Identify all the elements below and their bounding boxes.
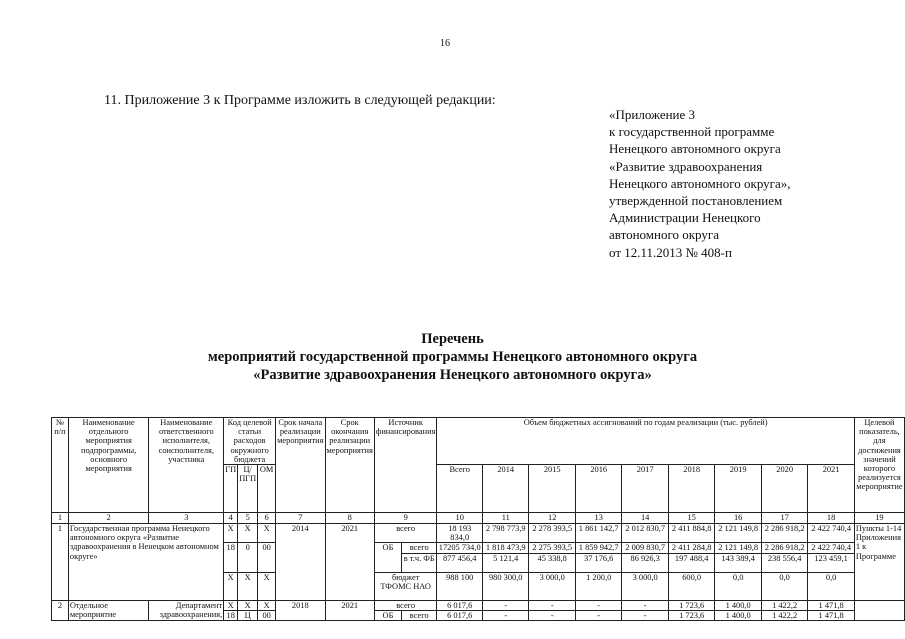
appendix-header — [609, 106, 791, 261]
title-line: мероприятий государственной программы Ненецкого автономного округа — [207, 349, 698, 365]
code-cp: Ц — [238, 610, 258, 620]
measures-table — [51, 417, 905, 621]
budget-value: 1 200,0 — [575, 572, 621, 600]
column-number: 15 — [668, 513, 714, 524]
budget-value: 877 456,4 — [437, 553, 483, 572]
budget-value: - — [575, 600, 621, 610]
appendix-line: Ненецкого автономного округа», — [609, 175, 791, 191]
column-number: 6 — [258, 513, 276, 524]
column-number: 16 — [715, 513, 761, 524]
funding-subsource: всего — [402, 543, 437, 553]
budget-value: - — [529, 610, 575, 620]
budget-value: - — [529, 600, 575, 610]
code-gp: 18 — [224, 543, 238, 572]
budget-value: 2 278 393,5 — [529, 524, 575, 543]
column-number: 13 — [575, 513, 621, 524]
header-budget: Объем бюджетных ассигнований по годам реализации (тыс. рублей) — [437, 418, 854, 465]
document-title — [0, 330, 905, 384]
header-code-gp: ГП — [224, 465, 238, 513]
budget-value: 1 861 142,7 — [575, 524, 621, 543]
title-line: «Развитие здравоохранения Ненецкого автономного округа» — [253, 367, 652, 383]
page-number: 16 — [440, 38, 450, 49]
column-number: 5 — [238, 513, 258, 524]
budget-value: 0,0 — [715, 572, 761, 600]
budget-value: 86 926,3 — [622, 553, 668, 572]
code-cp: Х — [238, 600, 258, 610]
header-code-cp: Ц/ПГП — [238, 465, 258, 513]
column-number: 12 — [529, 513, 575, 524]
budget-value: 2 121 149,8 — [715, 524, 761, 543]
end-year: 2021 — [325, 524, 374, 601]
budget-value: - — [622, 610, 668, 620]
table-row — [52, 524, 905, 543]
funding-source: всего — [374, 524, 437, 543]
measure-name: Государственная программа Ненецкого автономного округа «Развитие здравоохранения в Ненецком автономном округе» — [68, 524, 223, 601]
budget-value: 1 818 473,9 — [482, 543, 528, 553]
budget-value: 2 121 149,8 — [715, 543, 761, 553]
budget-value: 0,0 — [808, 572, 854, 600]
budget-value: 1 422,2 — [761, 610, 807, 620]
budget-value: 6 017,6 — [437, 600, 483, 610]
column-number: 1 — [52, 513, 69, 524]
appendix-line: Администрации Ненецкого — [609, 210, 761, 226]
header-year: 2018 — [668, 465, 714, 513]
appendix-line: Ненецкого автономного округа — [609, 141, 781, 157]
budget-value: - — [575, 610, 621, 620]
executor-name: Департамент здравоохранения, — [149, 600, 224, 620]
header-code-om: ОМ — [258, 465, 276, 513]
code-cp: Х — [238, 524, 258, 543]
column-number: 8 — [325, 513, 374, 524]
header-year: 2016 — [575, 465, 621, 513]
budget-value: 2 012 830,7 — [622, 524, 668, 543]
budget-value: 5 121,4 — [482, 553, 528, 572]
funding-source-ob: ОБ — [374, 610, 401, 620]
budget-value: 980 300,0 — [482, 572, 528, 600]
budget-value: 1 471,8 — [808, 610, 854, 620]
budget-value: - — [622, 600, 668, 610]
budget-value: 1 471,8 — [808, 600, 854, 610]
header-year: 2017 — [622, 465, 668, 513]
column-number: 17 — [761, 513, 807, 524]
header-year: 2020 — [761, 465, 807, 513]
funding-source: всего — [374, 600, 437, 610]
code-gp: Х — [224, 572, 238, 600]
budget-value: 1 859 942,7 — [575, 543, 621, 553]
column-number: 4 — [224, 513, 238, 524]
budget-value: 988 100 — [437, 572, 483, 600]
budget-value: 2 411 284,8 — [668, 543, 714, 553]
budget-value: 45 338,8 — [529, 553, 575, 572]
budget-value: 6 017,6 — [437, 610, 483, 620]
code-cp: Х — [238, 572, 258, 600]
start-year: 2014 — [276, 524, 325, 601]
header-year: 2021 — [808, 465, 854, 513]
header-start: Срок начала реализации мероприятия — [276, 418, 325, 513]
budget-value: 2 286 918,2 — [761, 543, 807, 553]
column-number: 2 — [68, 513, 149, 524]
header-end: Срок окончания реализации мероприятия — [325, 418, 374, 513]
column-number: 7 — [276, 513, 325, 524]
end-year: 2021 — [325, 600, 374, 620]
budget-value: 600,0 — [668, 572, 714, 600]
budget-value: - — [482, 600, 528, 610]
target-indicator: Пункты 1-14 Приложения 1 к Программе — [854, 524, 904, 601]
start-year: 2018 — [276, 600, 325, 620]
row-number: 1 — [52, 524, 69, 601]
appendix-line: утвержденной постановлением — [609, 193, 783, 209]
appendix-line: к государственной программе — [609, 124, 775, 140]
budget-value: 1 723,6 — [668, 610, 714, 620]
column-number: 9 — [374, 513, 437, 524]
budget-value: 2 275 393,5 — [529, 543, 575, 553]
header-total: Всего — [437, 465, 483, 513]
code-cp: 0 — [238, 543, 258, 572]
code-om: Х — [258, 600, 276, 610]
code-om: 00 — [258, 543, 276, 572]
code-gp: Х — [224, 600, 238, 610]
header-year: 2019 — [715, 465, 761, 513]
column-number: 3 — [149, 513, 224, 524]
appendix-line: «Развитие здравоохранения — [609, 158, 763, 174]
code-gp: 18 — [224, 610, 238, 620]
budget-value: 123 459,1 — [808, 553, 854, 572]
title-line: Перечень — [421, 331, 484, 347]
table-header-row — [52, 418, 905, 465]
funding-source-tfoms: бюджет ТФОМС НАО — [374, 572, 437, 600]
header-source: Источник финансирования — [374, 418, 437, 513]
column-number: 19 — [854, 513, 904, 524]
header-year: 2015 — [529, 465, 575, 513]
instruction-text: 11. Приложение 3 к Программе изложить в следующей редакции: — [104, 93, 496, 108]
header-name: Наименование отдельного мероприятия подпрограммы, основного мероприятия — [68, 418, 149, 513]
budget-value: 0,0 — [761, 572, 807, 600]
code-gp: Х — [224, 524, 238, 543]
budget-value: 197 488,4 — [668, 553, 714, 572]
target-indicator — [854, 600, 904, 620]
budget-value: 2 286 918,2 — [761, 524, 807, 543]
column-numbers-row — [52, 513, 905, 524]
budget-value: 2 411 884,8 — [668, 524, 714, 543]
funding-subsource: всего — [402, 610, 437, 620]
budget-value: 2 422 740,4 — [808, 524, 854, 543]
budget-value: 2 009 830,7 — [622, 543, 668, 553]
column-number: 18 — [808, 513, 854, 524]
row-number: 2 — [52, 600, 69, 620]
budget-value: 3 000,0 — [622, 572, 668, 600]
table-row — [52, 600, 905, 610]
budget-value: 18 193 834,0 — [437, 524, 483, 543]
budget-value: 1 422,2 — [761, 600, 807, 610]
budget-value: 17205 734,0 — [438, 543, 481, 553]
budget-value: 2 798 773,9 — [482, 524, 528, 543]
header-executor: Наименование ответственного исполнителя, соисполнителя, участника — [149, 418, 224, 513]
header-code: Код целевой статьи расходов окружного бюджета — [224, 418, 276, 465]
header-target: Целевой показатель, для достижения значений которого реализуется мероприятие — [854, 418, 904, 513]
budget-value: 2 422 740,4 — [808, 543, 854, 553]
column-number: 11 — [482, 513, 528, 524]
code-om: Х — [258, 524, 276, 543]
measure-name: Отдельное мероприятие — [68, 600, 149, 620]
budget-value: - — [482, 610, 528, 620]
code-om: 00 — [258, 610, 276, 620]
budget-value: 3 000,0 — [529, 572, 575, 600]
appendix-line: от 12.11.2013 № 408-п — [609, 244, 732, 260]
header-year: 2014 — [482, 465, 528, 513]
header-num: № п/п — [52, 418, 69, 513]
budget-value: 1 723,6 — [668, 600, 714, 610]
column-number: 10 — [437, 513, 483, 524]
budget-value: 143 389,4 — [715, 553, 761, 572]
funding-source-ob: ОБ — [374, 543, 401, 572]
funding-subsource: в т.ч. ФБ — [402, 553, 437, 572]
appendix-line: «Приложение 3 — [609, 107, 696, 122]
appendix-line: автономного округа — [609, 227, 719, 243]
budget-value: 1 400,0 — [715, 610, 761, 620]
column-number: 14 — [622, 513, 668, 524]
budget-value: 238 556,4 — [761, 553, 807, 572]
code-om: Х — [258, 572, 276, 600]
budget-value: 1 400,0 — [715, 600, 761, 610]
budget-value: 37 176,6 — [575, 553, 621, 572]
